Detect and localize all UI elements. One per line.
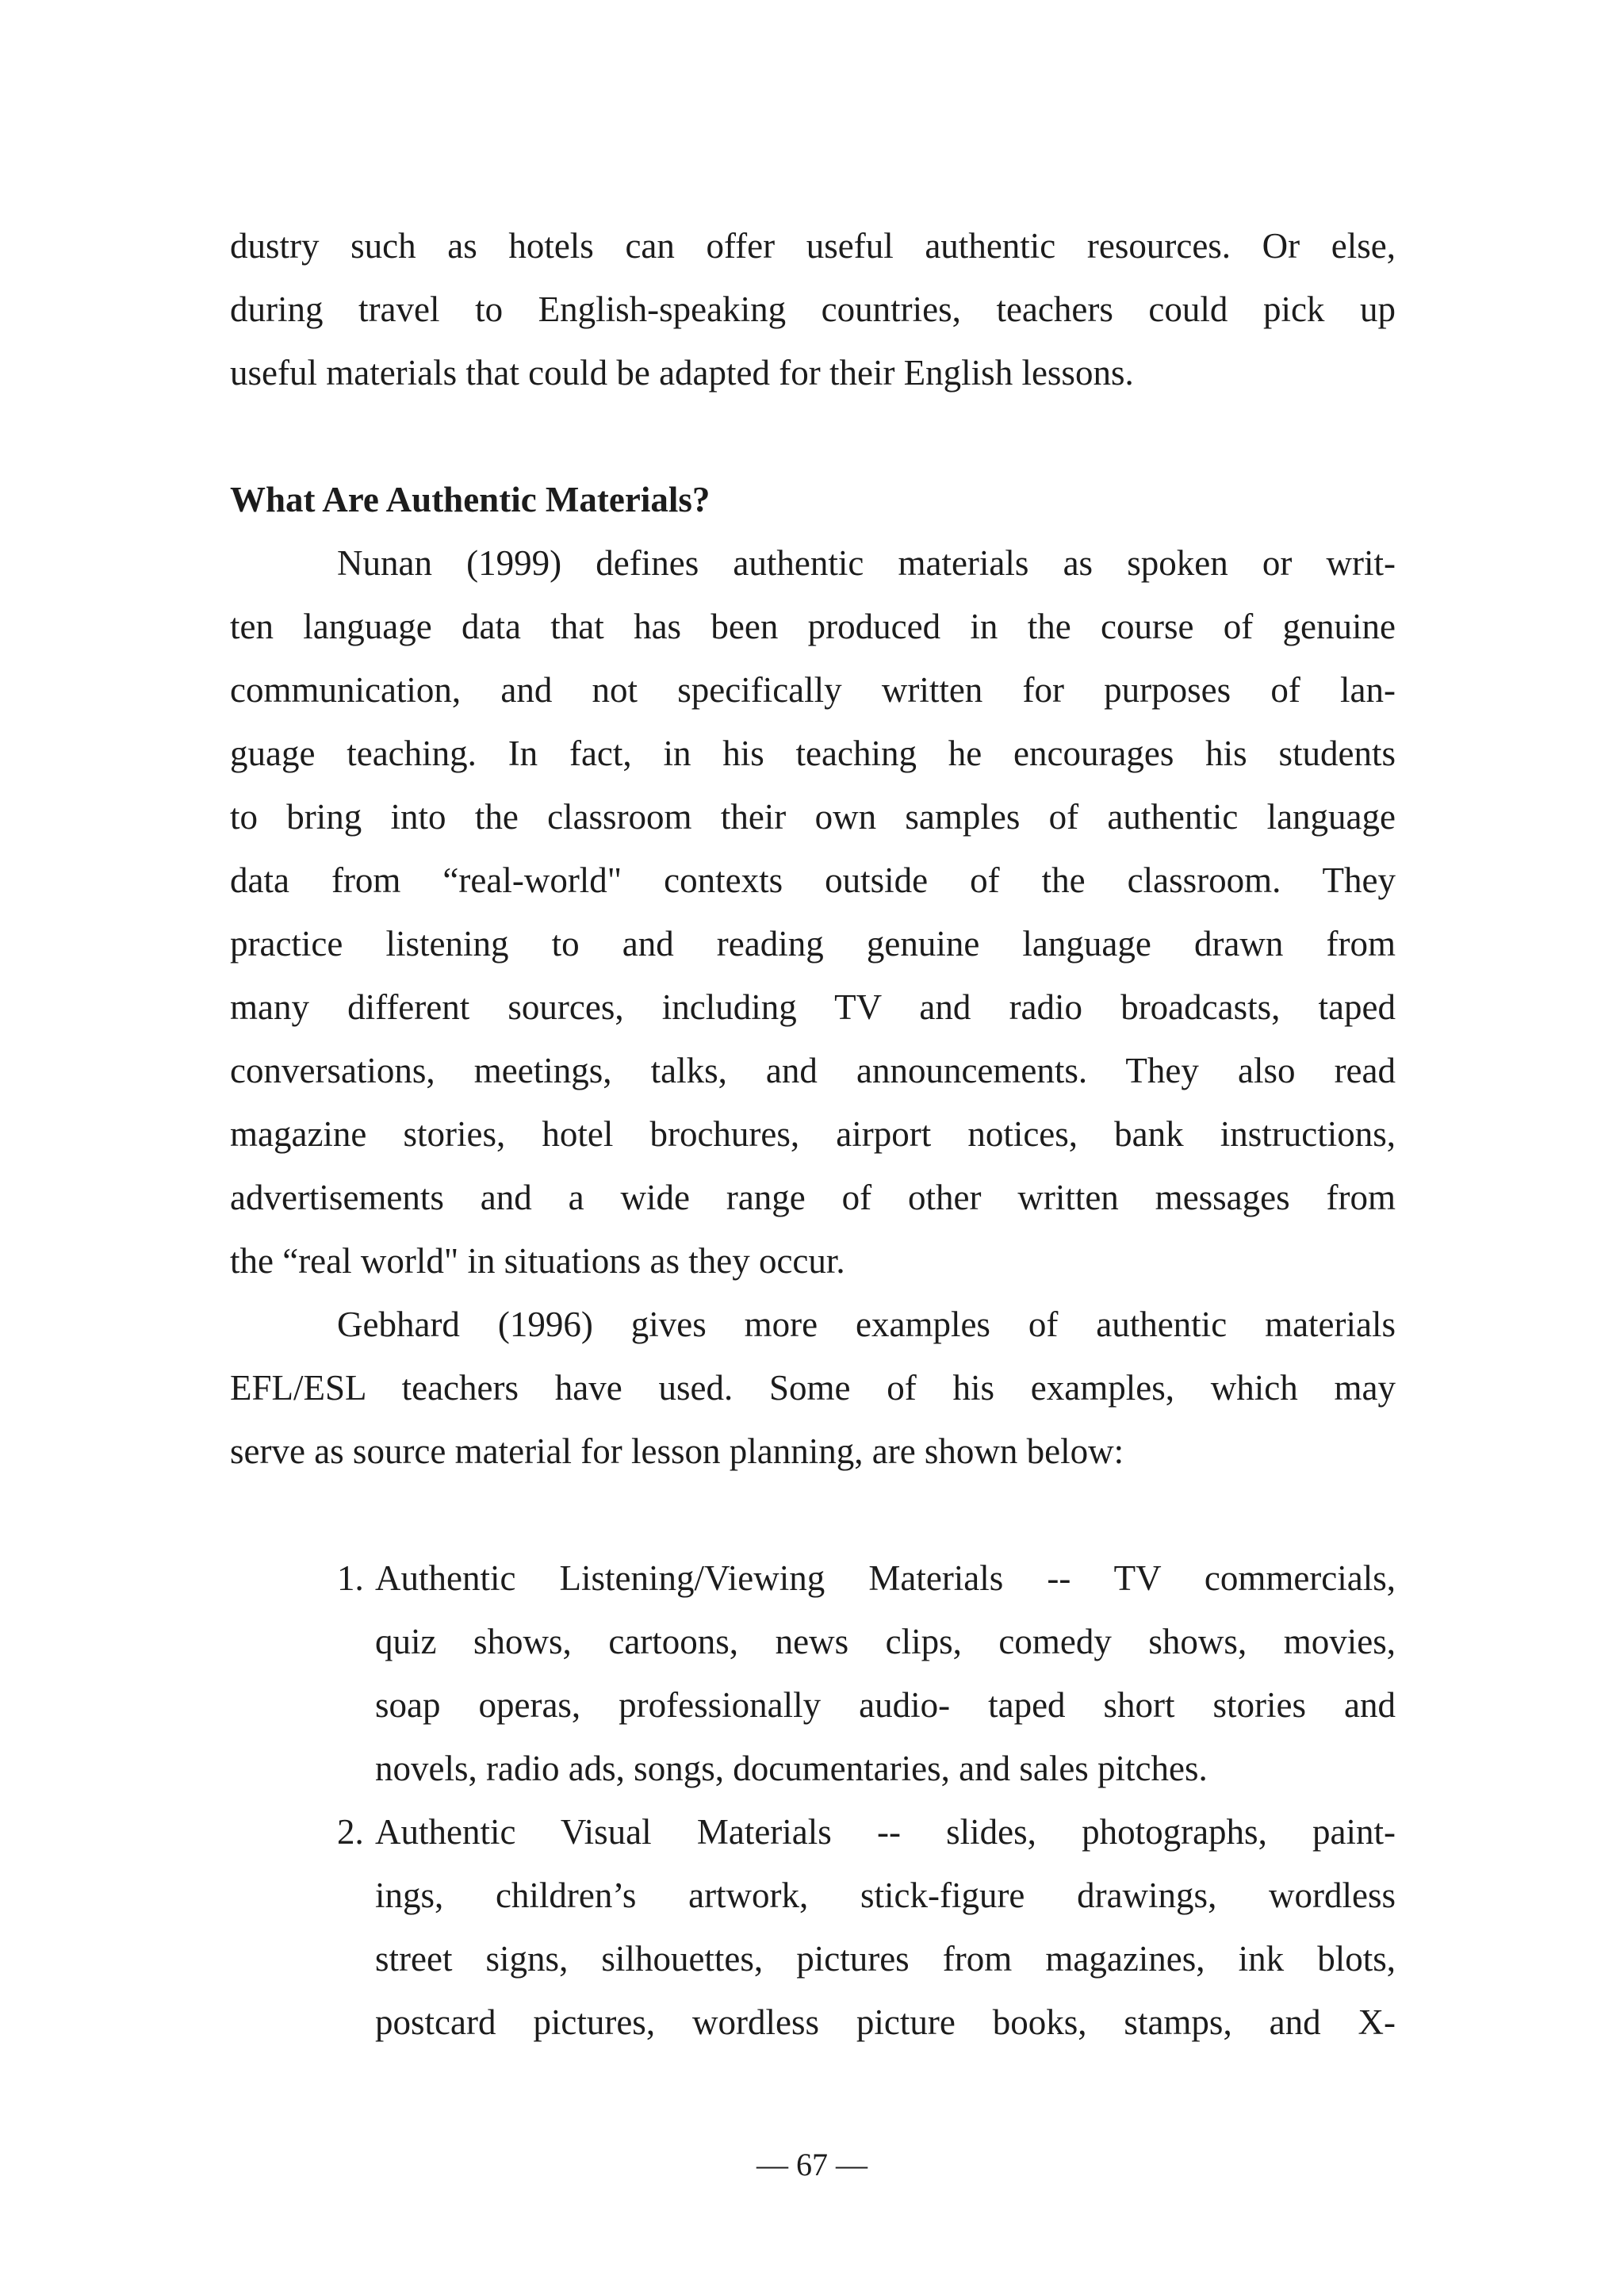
page-number: — 67 — [756, 2147, 868, 2182]
text-line: during travel to English-speaking countries, teachers could pick up [230, 289, 1396, 329]
paragraph-gebhard [230, 1293, 1396, 1483]
text-line: useful materials that could be adapted for their English lessons. [230, 353, 1134, 393]
paragraph-nunan [230, 531, 1396, 1293]
text-line: ten language data that has been produced in the course of genuine [230, 607, 1396, 646]
text-line: EFL/ESL teachers have used. Some of his examples, which may [230, 1368, 1396, 1408]
paragraph-gap [230, 404, 1396, 468]
text-line: Authentic Visual Materials -- slides, photographs, paint- [375, 1812, 1396, 1852]
text-line: Nunan (1999) defines authentic materials as spoken or writ- [337, 543, 1396, 583]
list-item [337, 1800, 1396, 2054]
text-line: many different sources, including TV and radio broadcasts, taped [230, 987, 1396, 1027]
text-line: magazine stories, hotel brochures, airport notices, bank instructions, [230, 1114, 1396, 1154]
list-item-number: 1. [337, 1558, 364, 1598]
text-line: advertisements and a wide range of other written messages from [230, 1178, 1396, 1217]
text-line: Gebhard (1996) gives more examples of authentic materials [337, 1305, 1396, 1344]
text-line: novels, radio ads, songs, documentaries, and sales pitches. [375, 1749, 1208, 1788]
text-line: street signs, silhouettes, pictures from magazines, ink blots, [375, 1939, 1396, 1979]
text-line: dustry such as hotels can offer useful authentic resources. Or else, [230, 226, 1396, 266]
text-line: Authentic Listening/Viewing Materials -- TV commercials, [375, 1558, 1396, 1598]
text-line: to bring into the classroom their own samples of authentic language [230, 797, 1396, 837]
section-heading: What Are Authentic Materials? [230, 480, 710, 519]
list-item-number: 2. [337, 1812, 364, 1852]
intro-paragraph [230, 214, 1396, 404]
text-line: ings, children’s artwork, stick-figure drawings, wordless [375, 1875, 1396, 1915]
text-line: quiz shows, cartoons, news clips, comedy shows, movies, [375, 1622, 1396, 1661]
text-line: the “real world" in situations as they occur. [230, 1241, 845, 1281]
text-line: practice listening to and reading genuine language drawn from [230, 924, 1396, 964]
text-line: data from “real-world" contexts outside of the classroom. They [230, 860, 1396, 900]
text-line: soap operas, professionally audio- taped short stories and [375, 1685, 1396, 1725]
text-line: conversations, meetings, talks, and announcements. They also read [230, 1051, 1396, 1090]
examples-list [337, 1546, 1396, 2054]
text-line: serve as source material for lesson planning, are shown below: [230, 1431, 1124, 1471]
paragraph-gap [230, 1483, 1396, 1546]
text-line: postcard pictures, wordless picture books, stamps, and X- [375, 2002, 1396, 2042]
text-line: guage teaching. In fact, in his teaching he encourages his students [230, 734, 1396, 773]
list-item [337, 1546, 1396, 1800]
text-line: communication, and not specifically written for purposes of lan- [230, 670, 1396, 710]
document-page [230, 214, 1396, 2054]
